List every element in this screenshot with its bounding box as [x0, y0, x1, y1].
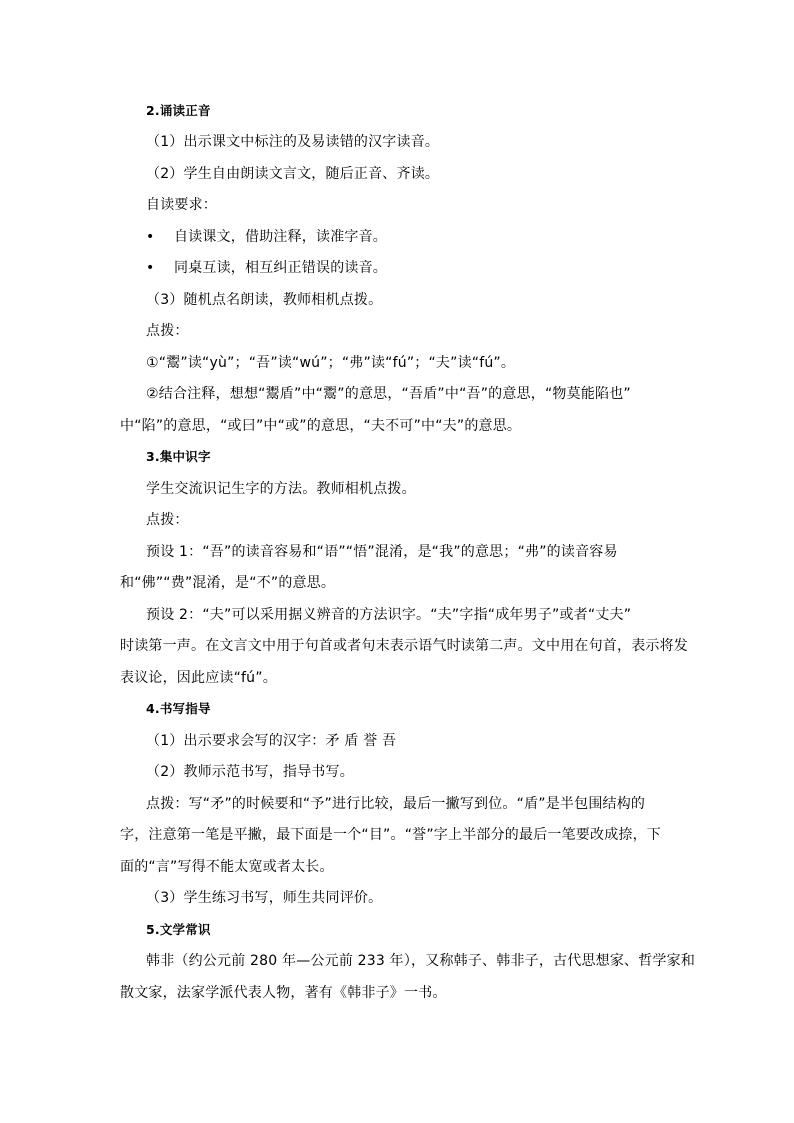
- meaning-tip: ②结合注释，想想“鬻盾”中“鬻”的意思，“吾盾”中“吾”的意思，“物莫能陷也”: [146, 386, 631, 402]
- preset-2-continued: 时读第一声。在文言文中用于句首或者句末表示语气时读第二声。文中用在句首，表示将发: [120, 638, 688, 654]
- meaning-tip-continued: 中“陷”的意思，“或曰”中“或”的意思，“夫不可”中“夫”的意思。: [120, 418, 522, 434]
- writing-tip: 点拨：写“矛”的时候要和“予”进行比较，最后一撇写到位。“盾”是半包围结构的: [146, 796, 646, 812]
- author-intro-continued: 散文家，法家学派代表人物，著有《韩非子》一书。: [120, 985, 447, 1001]
- preset-1: 预设 1：“吾”的读音容易和“语”“悟”混淆，是“我”的意思；“弗”的读音容易: [146, 544, 618, 560]
- paragraph: （2）学生自由朗读文言文，随后正音、齐读。: [146, 166, 440, 182]
- bullet-marker: •: [146, 260, 155, 276]
- section-heading-literary-knowledge: 5.文学常识: [146, 922, 211, 937]
- section-heading-writing-guidance: 4.书写指导: [146, 701, 211, 716]
- paragraph: （2）教师示范书写，指导书写。: [146, 764, 354, 780]
- author-intro: 韩非（约公元前 280 年—公元前 233 年），又称韩子、韩非子，古代思想家、哲学家和: [146, 953, 696, 969]
- paragraph: 学生交流识记生字的方法。教师相机点拨。: [146, 481, 416, 497]
- preset-2-continued: 表议论，因此应读“fú”。: [120, 670, 277, 686]
- bullet-item: 同桌互读，相互纠正错误的读音。: [174, 260, 387, 276]
- writing-tip-continued: 面的“言”写得不能太宽或者太长。: [120, 859, 334, 875]
- paragraph: （3）随机点名朗读，教师相机点拨。: [146, 292, 383, 308]
- section-heading-recitation: 2.诵读正音: [146, 103, 211, 118]
- tip-label: 点拨：: [146, 323, 189, 339]
- pronunciation-tip: ①“鬻”读“yù”；“吾”读“wú”；“弗”读“fú”；“夫”读“fú”。: [146, 355, 516, 371]
- preset-1-continued: 和“佛”“费”混淆，是“不”的意思。: [120, 575, 336, 591]
- preset-2: 预设 2：“夫”可以采用据义辨音的方法识字。“夫”字指“成年男子”或者“丈夫”: [146, 607, 632, 623]
- bullet-item: 自读课文，借助注释，读准字音。: [174, 229, 387, 245]
- self-reading-requirements-label: 自读要求：: [146, 197, 217, 213]
- paragraph: （1）出示课文中标注的及易读错的汉字读音。: [146, 134, 440, 150]
- paragraph: （1）出示要求会写的汉字：矛 盾 誉 吾: [146, 733, 397, 749]
- section-heading-character-learning: 3.集中识字: [146, 449, 211, 464]
- writing-tip-continued: 字，注意第一笔是平撇，最下面是一个“目”。“誉”字上半部分的最后一笔要改成捺，下: [120, 827, 662, 843]
- paragraph: （3）学生练习书写，师生共同评价。: [146, 890, 383, 906]
- bullet-marker: •: [146, 229, 155, 245]
- tip-label: 点拨：: [146, 512, 189, 528]
